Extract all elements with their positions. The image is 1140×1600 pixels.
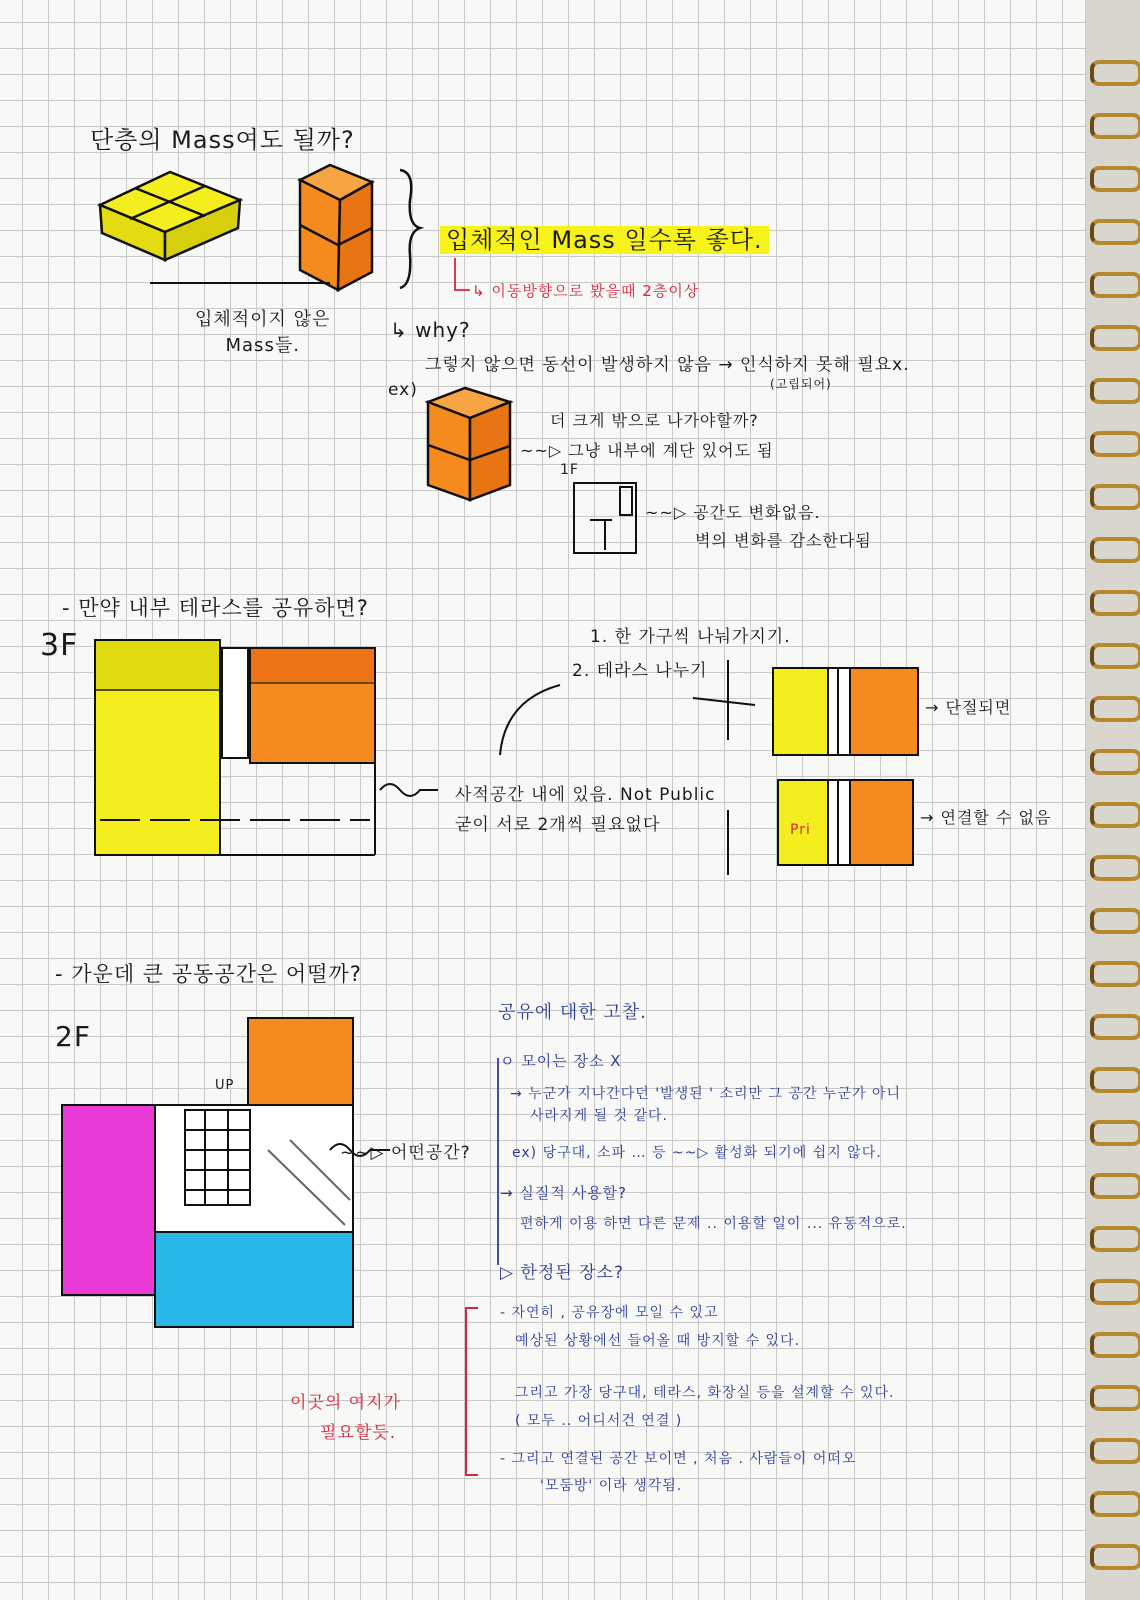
plan-1f-note1: ~~▷ 공간도 변화없음.	[645, 503, 821, 522]
question-common-space: - 가운데 큰 공동공간은 어떨까?	[55, 962, 362, 986]
floor-plan-2f	[62, 1018, 353, 1327]
ex-label: ex)	[388, 380, 418, 400]
red-note-1: 이곳의 여지가	[290, 1393, 401, 1413]
thoughts-title: 공유에 대한 고찰.	[498, 1002, 647, 1023]
ex-question: 더 크게 밖으로 나가야할까?	[550, 411, 759, 430]
bullet-2a: ( 모두 .. 어디서건 연결 )	[515, 1413, 683, 1429]
why-reason: 그렇지 않으면 동선이 발생하지 않음 → 인식하지 못해 필요x.	[425, 355, 910, 375]
result-2: → 연결할 수 없음	[920, 808, 1052, 827]
ex-answer: ~~▷ 그냥 내부에 계단 있어도 됨	[520, 441, 774, 460]
option-2: 2. 테라스 나누기	[572, 661, 708, 681]
bullet-2: 그리고 가장 당구대, 테라스, 화장실 등을 설계할 수 있다.	[515, 1385, 895, 1401]
thought-2: ex) 당구대, 소파 … 등 ~~▷ 활성화 되기에 쉽지 않다.	[512, 1145, 882, 1161]
thought-4: ▷ 한정된 장소?	[500, 1263, 625, 1283]
question-shared-terrace: - 만약 내부 테라스를 공유하면?	[62, 596, 369, 620]
bullet-1: - 자연히 , 공유장에 모일 수 있고	[500, 1305, 719, 1321]
thought-3: → 실질적 사용할?	[500, 1184, 628, 1202]
thought-1b: 사라지게 될 것 같다.	[530, 1108, 668, 1124]
what-space: ~~▷ 어떤공간?	[340, 1143, 471, 1163]
note-mass-not-solid: 입체적이지 않은 Mass들.	[195, 309, 331, 356]
flat-yellow-mass	[100, 172, 240, 260]
note-level: ↳ 이동방향으로 봤을때 2층이상	[472, 282, 700, 300]
red-note-2: 필요할듯.	[320, 1423, 397, 1443]
thought-3a: 편하게 이용 하면 다른 문제 .. 이용할 일이 ... 유동적으로.	[520, 1216, 907, 1232]
floor-2f-label: 2F	[55, 1020, 91, 1053]
shared-note-1: 사적공간 내에 있음. Not Public	[455, 785, 716, 805]
option-2-result: → 단절되면	[925, 698, 1012, 717]
tall-orange-mass	[300, 165, 372, 290]
thought-1a: → 누군가 지나간다던 '발생된 ' 소리만 그 공간 누군가 아니	[510, 1086, 902, 1102]
why-reason-sub: (고립되어)	[770, 377, 832, 391]
floor-plan-1f	[574, 483, 636, 553]
floor-1f-label: 1F	[560, 462, 579, 478]
pri-label: Pri	[790, 822, 811, 838]
up-label: UP	[215, 1078, 235, 1093]
bullet-1a: 예상된 상황에선 들어올 때 방지할 수 있다.	[515, 1333, 801, 1349]
bullet-3a: '모둠방' 이라 생각됨.	[540, 1478, 683, 1494]
why-label: ↳ why?	[390, 318, 471, 342]
question-single-story: 단층의 Mass여도 될까?	[90, 126, 355, 154]
bullet-3: - 그리고 연결된 공간 보이면 , 처음 . 사람들이 어떠오	[500, 1451, 857, 1467]
thought-1: ㅇ 모이는 장소 X	[500, 1052, 622, 1070]
floor-3f-label: 3F	[40, 628, 79, 663]
terrace-plan-a	[773, 668, 918, 755]
shared-note-2: 굳이 서로 2개씩 필요없다	[455, 815, 661, 835]
example-cube	[428, 388, 510, 500]
option-1: 1. 한 가구씩 나눠가지기.	[590, 627, 791, 647]
highlight-solid-mass: 입체적인 Mass 일수록 좋다.	[440, 220, 769, 255]
floor-plan-3f	[95, 640, 375, 855]
plan-1f-note2: 벽의 변화를 감소한다됨	[695, 531, 872, 550]
